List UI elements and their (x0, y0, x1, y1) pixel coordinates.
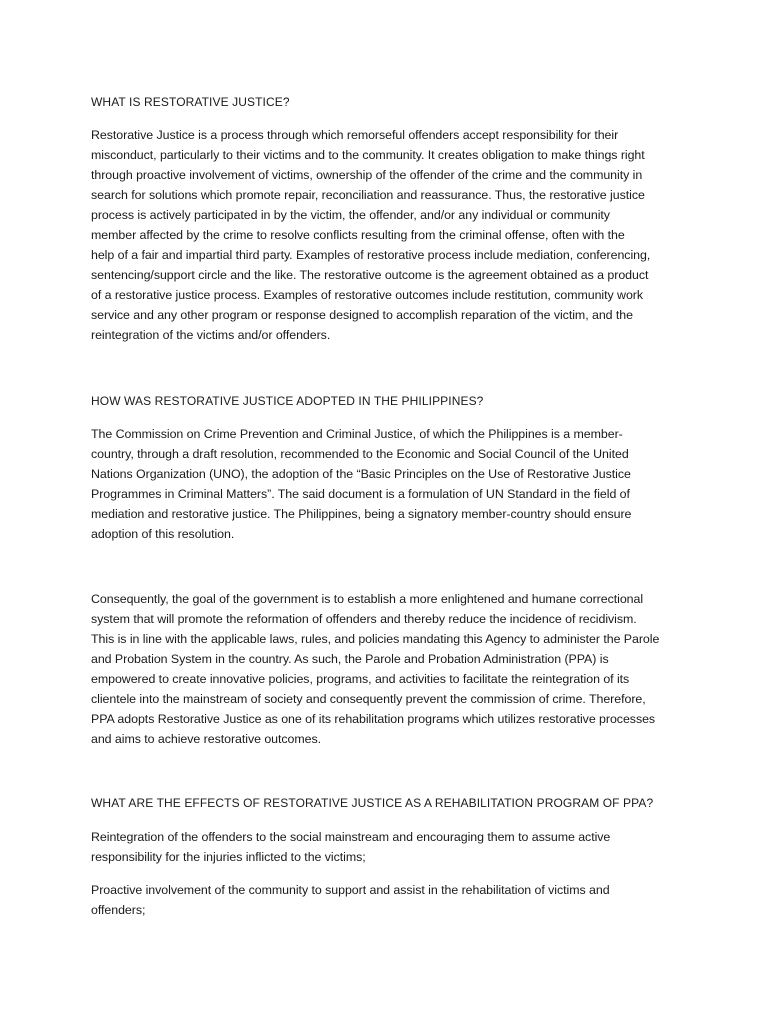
paragraph-line: misconduct, particularly to their victims and to the community. It creates obligation to make things right (91, 148, 645, 162)
paragraph-line: process is actively participated in by the victim, the offender, and/or any individual or community (91, 208, 610, 222)
paragraph-line: mediation and restorative justice. The Philippines, being a signatory member-country should ensure (91, 507, 632, 521)
paragraph-line: service and any other program or response designed to accomplish reparation of the victim, and the (91, 308, 633, 322)
paragraph-line: reintegration of the victims and/or offenders. (91, 328, 331, 342)
paragraph-adoption (91, 424, 687, 544)
paragraph-line: country, through a draft resolution, recommended to the Economic and Social Council of the United (91, 447, 629, 461)
paragraph-line: through proactive involvement of victims, ownership of the offender of the crime and the community in (91, 168, 643, 182)
paragraph-line: adoption of this resolution. (91, 527, 235, 541)
paragraph-line: The Commission on Crime Prevention and Criminal Justice, of which the Philippines is a member- (91, 427, 623, 441)
paragraph-line: clientele into the mainstream of society and consequently prevent the commission of crime. Therefore, (91, 692, 646, 706)
paragraph-line: This is in line with the applicable laws, rules, and policies mandating this Agency to administer the Parole (91, 632, 660, 646)
paragraph-line: and aims to achieve restorative outcomes. (91, 732, 322, 746)
paragraph-line: Reintegration of the offenders to the social mainstream and encouraging them to assume active (91, 830, 611, 844)
paragraph-line: responsibility for the injuries inflicted to the victims; (91, 850, 366, 864)
paragraph-line: Nations Organization (UNO), the adoption of the “Basic Principles on the Use of Restorative Justice (91, 467, 631, 481)
paragraph-definition (91, 125, 687, 345)
paragraph-line: Proactive involvement of the community to support and assist in the rehabilitation of victims and (91, 883, 610, 897)
paragraph-line: empowered to create innovative policies, programs, and activities to facilitate the reintegration of its (91, 672, 630, 686)
paragraph-line: offenders; (91, 903, 146, 917)
paragraph-line: PPA adopts Restorative Justice as one of its rehabilitation programs which utilizes restorative processes (91, 712, 656, 726)
paragraph-line: help of a fair and impartial third party. Examples of restorative process include mediation, conferencing, (91, 248, 651, 262)
paragraph-line: Consequently, the goal of the government is to establish a more enlightened and humane correctional (91, 592, 644, 606)
paragraph-government-goal (91, 589, 687, 749)
section-heading-adoption: HOW WAS RESTORATIVE JUSTICE ADOPTED IN THE PHILIPPINES? (91, 394, 484, 408)
paragraph-line: and Probation System in the country. As such, the Parole and Probation Administration (PPA) is (91, 652, 609, 666)
paragraph-line: member affected by the crime to resolve conflicts resulting from the criminal offense, often with the (91, 228, 625, 242)
paragraph-effect-community (91, 880, 687, 920)
paragraph-line: Programmes in Criminal Matters”. The said document is a formulation of UN Standard in the field of (91, 487, 630, 501)
paragraph-line: sentencing/support circle and the like. The restorative outcome is the agreement obtained as a product (91, 268, 649, 282)
paragraph-line: of a restorative justice process. Examples of restorative outcomes include restitution, community work (91, 288, 644, 302)
paragraph-line: Restorative Justice is a process through which remorseful offenders accept responsibility for their (91, 128, 619, 142)
paragraph-line: system that will promote the reformation of offenders and thereby reduce the incidence of recidivism. (91, 612, 637, 626)
paragraph-effect-reintegration (91, 827, 687, 867)
section-heading-what-is: WHAT IS RESTORATIVE JUSTICE? (91, 95, 290, 109)
paragraph-line: search for solutions which promote repair, reconciliation and reassurance. Thus, the restorative justice (91, 188, 645, 202)
section-heading-effects: WHAT ARE THE EFFECTS OF RESTORATIVE JUSTICE AS A REHABILITATION PROGRAM OF PPA? (91, 796, 654, 810)
